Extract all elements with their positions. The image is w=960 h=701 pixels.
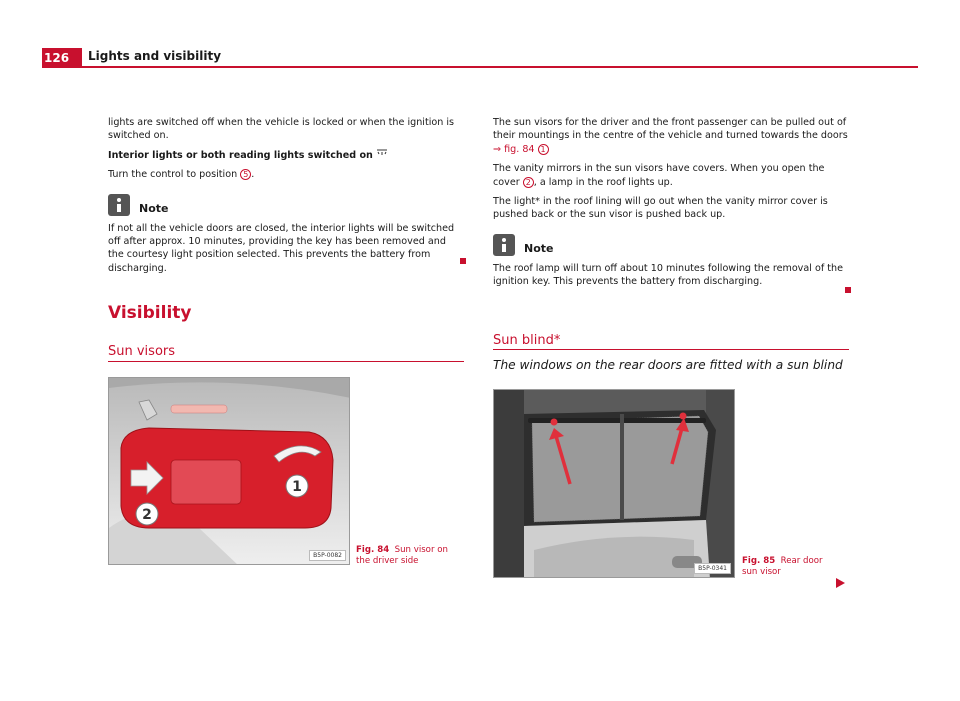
callout-1-ref: 1	[538, 144, 549, 155]
figure-callout-2: 2	[142, 507, 152, 523]
section-lede: The windows on the rear doors are fitted with a sun blind	[493, 358, 843, 372]
subsection-rule	[108, 361, 464, 362]
figure-code-84: B5P-0082	[309, 550, 346, 561]
note-box-left	[108, 194, 464, 216]
figure-reference-link[interactable]: ⇒ fig. 84	[493, 143, 535, 155]
figure-caption-text-84: Sun visor on the driver side	[356, 545, 448, 566]
p2-text: The vanity mirrors in the sun visors have covers. When you open the cover	[493, 163, 825, 188]
sun-visor-paragraph-1	[493, 116, 849, 156]
note-text-right: The roof lamp will turn off about 10 minutes following the removal of the ignition key. This prevents the battery from discharging.	[493, 262, 843, 288]
page-number: 126	[42, 48, 82, 68]
header-rule	[42, 66, 918, 68]
subsection-rule	[493, 349, 849, 350]
figure-caption-85	[742, 556, 828, 578]
interior-light-icon	[376, 149, 388, 157]
p2-end: , a lamp in the roof lights up.	[533, 176, 673, 188]
info-icon	[493, 234, 515, 256]
figure-caption-text-85: Rear door sun visor	[742, 556, 823, 577]
info-icon	[108, 194, 130, 216]
note-title-right: Note	[524, 242, 554, 256]
turn-control-paragraph	[108, 168, 464, 181]
left-column	[108, 116, 464, 281]
section-end-mark	[460, 258, 466, 264]
figure-callout-1: 1	[292, 479, 302, 495]
note-text-left: If not all the vehicle doors are closed, the interior lights will be switched off after approx. 10 minutes, providing the key has been removed and the courtesy light position selected. This prevents the battery from discharging.	[108, 222, 455, 274]
continue-arrow-icon	[836, 578, 845, 588]
note-title-left: Note	[139, 202, 169, 216]
callout-2-ref: 2	[523, 177, 534, 188]
sun-visor-illustration	[109, 378, 350, 565]
p1-text: The sun visors for the driver and the front passenger can be pulled out of their mountings in the centre of the vehicle and turned towards the doors	[493, 117, 848, 142]
section-end-mark	[845, 287, 851, 293]
right-column	[493, 116, 849, 295]
section-title: Visibility	[108, 303, 192, 323]
turn-control-end: .	[251, 169, 255, 181]
sun-blind-illustration	[494, 390, 735, 578]
sun-visor-paragraph-2	[493, 162, 849, 189]
interior-lights-heading	[108, 149, 464, 162]
sun-visor-paragraph-3: The light* in the roof lining will go out when the vanity mirror cover is pushed back or the sun visor is pushed back up.	[493, 196, 828, 221]
turn-control-text: Turn the control to position	[108, 169, 238, 181]
subsection-sun-blind: Sun blind*	[493, 333, 561, 348]
chapter-title: Lights and visibility	[88, 49, 222, 63]
intro-paragraph: lights are switched off when the vehicle is locked or when the ignition is switched on.	[108, 117, 455, 142]
figure-label-84: Fig. 84	[356, 545, 390, 555]
figure-code-85: B5P-0341	[694, 563, 731, 574]
figure-caption-84	[356, 545, 464, 567]
note-box-right	[493, 234, 849, 256]
figure-label-85: Fig. 85	[742, 556, 776, 566]
interior-lights-heading-text: Interior lights or both reading lights switched on	[108, 149, 373, 161]
callout-5: 5	[240, 169, 251, 180]
figure-sun-visor	[108, 377, 350, 565]
figure-sun-blind	[493, 389, 735, 578]
subsection-sun-visors: Sun visors	[108, 344, 176, 359]
